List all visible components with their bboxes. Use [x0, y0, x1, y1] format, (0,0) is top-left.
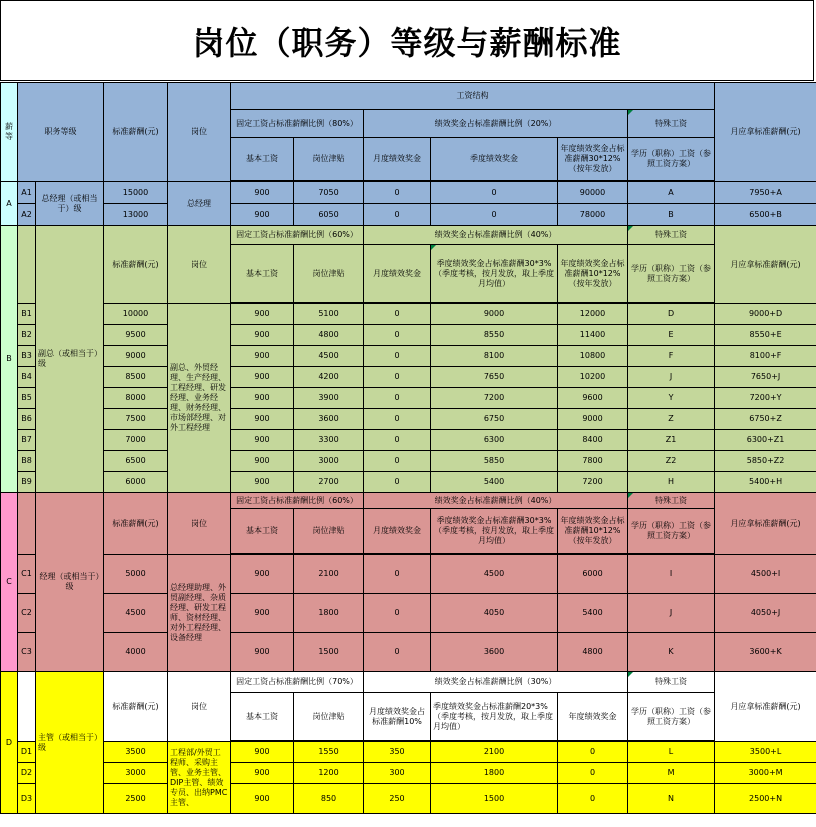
cell-allowance: 4200	[294, 367, 364, 388]
cell-base: 900	[231, 763, 294, 784]
header-seq: 薪等	[1, 83, 18, 182]
row-code: B2	[18, 325, 36, 346]
cell-allowance: 6050	[294, 204, 364, 226]
cell-base: 900	[231, 409, 294, 430]
cell-base: 900	[231, 633, 294, 672]
cell-total: 7950+A	[715, 182, 816, 204]
cell-month-bonus: 0	[364, 346, 431, 367]
header-base: 基本工资	[231, 138, 294, 181]
section-d-h-month: 月度绩效奖金占标准薪酬10%	[364, 693, 431, 741]
cell-quarter-bonus: 0	[431, 204, 558, 226]
row-code: C3	[18, 633, 36, 672]
cell-special: D	[628, 304, 715, 325]
row-code: A2	[18, 204, 36, 226]
header-allowance: 岗位津贴	[294, 138, 364, 181]
cell-total: 6750+Z	[715, 409, 816, 430]
cell-base: 900	[231, 346, 294, 367]
cell-year-bonus: 11400	[558, 325, 628, 346]
cell-base: 900	[231, 388, 294, 409]
cell-special: J	[628, 367, 715, 388]
row-code: D2	[18, 763, 36, 784]
row-code: C1	[18, 555, 36, 594]
cell-total: 6300+Z1	[715, 430, 816, 451]
row-code: B9	[18, 472, 36, 493]
cell-base: 900	[231, 594, 294, 633]
cell-allowance: 1800	[294, 594, 364, 633]
cell-base: 900	[231, 555, 294, 594]
cell-total: 4050+J	[715, 594, 816, 633]
cell-year-bonus: 9000	[558, 409, 628, 430]
cell-special: M	[628, 763, 715, 784]
cell-allowance: 3600	[294, 409, 364, 430]
section-a-label: A	[1, 182, 18, 226]
title-box	[0, 0, 814, 81]
cell-total: 2500+N	[715, 784, 816, 814]
cell-special: N	[628, 784, 715, 814]
cell-quarter-bonus: 4500	[431, 555, 558, 594]
section-d-grade: 主管（或相当于）级	[36, 672, 104, 814]
cell-quarter-bonus: 9000	[431, 304, 558, 325]
cell-base: 900	[231, 430, 294, 451]
section-c-h-month: 月度绩效奖金	[364, 509, 431, 554]
cell-std: 8500	[104, 367, 168, 388]
cell-month-bonus: 300	[364, 763, 431, 784]
section-d-h-special: 特殊工资	[628, 672, 715, 693]
section-c-h-post: 岗位	[168, 493, 231, 555]
section-b-h-edu: 学历（职称）工资（参照工资方案）	[628, 245, 715, 303]
cell-allowance: 1200	[294, 763, 364, 784]
cell-allowance: 3300	[294, 430, 364, 451]
page-title: 岗位（职务）等级与薪酬标准	[192, 23, 622, 62]
cell-special: I	[628, 555, 715, 594]
cell-special: L	[628, 742, 715, 763]
cell-special: H	[628, 472, 715, 493]
cell-special: B	[628, 204, 715, 226]
section-d-h-edu: 学历（职称）工资（参照工资方案）	[628, 693, 715, 741]
cell-month-bonus: 0	[364, 451, 431, 472]
cell-quarter-bonus: 6300	[431, 430, 558, 451]
section-d-h-perf: 绩效奖金占标准薪酬比例（30%）	[364, 672, 628, 693]
cell-month-bonus: 250	[364, 784, 431, 814]
cell-special: F	[628, 346, 715, 367]
header-edu: 学历（职称）工资（参照工资方案）	[628, 138, 715, 181]
cell-total: 6500+B	[715, 204, 816, 226]
cell-total: 3500+L	[715, 742, 816, 763]
cell-quarter-bonus: 7200	[431, 388, 558, 409]
row-code: B4	[18, 367, 36, 388]
header-fixed: 固定工资占标准薪酬比例（80%）	[231, 110, 364, 138]
cell-allowance: 850	[294, 784, 364, 814]
cell-month-bonus: 0	[364, 555, 431, 594]
row-code: B3	[18, 346, 36, 367]
cell-std: 5000	[104, 555, 168, 594]
cell-std: 9000	[104, 346, 168, 367]
section-c-post: 总经理助理、外贸副经理、杂质经理、研发工程师、资材经理、对外工程经理、设备经理	[168, 555, 231, 672]
cell-quarter-bonus: 5400	[431, 472, 558, 493]
cell-total: 3600+K	[715, 633, 816, 672]
row-code: B7	[18, 430, 36, 451]
cell-year-bonus: 6000	[558, 555, 628, 594]
section-a-grade: 总经理（或相当于）级	[36, 182, 104, 226]
cell-quarter-bonus: 7650	[431, 367, 558, 388]
cell-year-bonus: 8400	[558, 430, 628, 451]
section-c-h-perf: 绩效奖金占标准薪酬比例（40%）	[364, 493, 628, 509]
salary-table	[0, 82, 816, 814]
section-b-h-total: 月应拿标准薪酬(元)	[715, 226, 816, 304]
cell-quarter-bonus: 8550	[431, 325, 558, 346]
cell-month-bonus: 0	[364, 594, 431, 633]
cell-quarter-bonus: 0	[431, 182, 558, 204]
cell-base: 900	[231, 304, 294, 325]
cell-month-bonus: 0	[364, 325, 431, 346]
cell-year-bonus: 10200	[558, 367, 628, 388]
cell-std: 4500	[104, 594, 168, 633]
cell-quarter-bonus: 1500	[431, 784, 558, 814]
cell-quarter-bonus: 5850	[431, 451, 558, 472]
cell-quarter-bonus: 2100	[431, 742, 558, 763]
cell-special: K	[628, 633, 715, 672]
section-d-h-year: 年度绩效奖金	[558, 693, 628, 741]
section-b-h-special: 特殊工资	[628, 226, 715, 245]
cell-year-bonus: 9600	[558, 388, 628, 409]
section-d-h-post: 岗位	[168, 672, 231, 742]
cell-total: 8550+E	[715, 325, 816, 346]
cell-month-bonus: 0	[364, 472, 431, 493]
header-post: 岗位	[168, 83, 231, 182]
section-c-h-total: 月应拿标准薪酬(元)	[715, 493, 816, 555]
section-c-grade: 经理（或相当于）级	[36, 493, 104, 672]
header-perf: 绩效奖金占标准薪酬比例（20%）	[364, 110, 628, 138]
cell-base: 900	[231, 742, 294, 763]
row-code: A1	[18, 182, 36, 204]
cell-special: E	[628, 325, 715, 346]
header-structure: 工资结构	[231, 83, 715, 110]
section-c-h-special: 特殊工资	[628, 493, 715, 509]
cell-total: 3000+M	[715, 763, 816, 784]
row-code: D3	[18, 784, 36, 814]
section-b-h-fixed: 固定工资占标准薪酬比例（60%）	[231, 226, 364, 245]
section-b-post: 副总、外贸经理、生产经理、工程经理、研发经理、业务经理、财务经理、市场部经理、对外工程经理	[168, 304, 231, 493]
cell-quarter-bonus: 4050	[431, 594, 558, 633]
cell-month-bonus: 0	[364, 304, 431, 325]
cell-allowance: 3900	[294, 388, 364, 409]
cell-total: 4500+I	[715, 555, 816, 594]
cell-special: Z	[628, 409, 715, 430]
section-b-h-quarter: 季度绩效奖金占标准薪酬30*3%（季度考核，按月发放，取上季度月均值）	[431, 245, 558, 303]
section-b-label: B	[1, 226, 18, 493]
cell-quarter-bonus: 3600	[431, 633, 558, 672]
cell-year-bonus: 7800	[558, 451, 628, 472]
section-c-h-base: 基本工资	[231, 509, 294, 554]
cell-base: 900	[231, 182, 294, 204]
cell-year-bonus: 10800	[558, 346, 628, 367]
cell-allowance: 2100	[294, 555, 364, 594]
cell-quarter-bonus: 8100	[431, 346, 558, 367]
header-quarter-bonus: 季度绩效奖金	[431, 138, 558, 181]
cell-year-bonus: 0	[558, 763, 628, 784]
row-code: B1	[18, 304, 36, 325]
cell-std: 4000	[104, 633, 168, 672]
header-monthly-total: 月应拿标准薪酬(元)	[715, 83, 816, 182]
row-code: B8	[18, 451, 36, 472]
cell-month-bonus: 0	[364, 633, 431, 672]
cell-year-bonus: 78000	[558, 204, 628, 226]
section-d-post: 工程部/外贸工程师、采购主管、业务主管、DIP主管、绩效专员、出纳PMC主管、	[168, 742, 231, 814]
cell-year-bonus: 90000	[558, 182, 628, 204]
cell-year-bonus: 0	[558, 742, 628, 763]
cell-month-bonus: 0	[364, 204, 431, 226]
cell-std: 8000	[104, 388, 168, 409]
cell-total: 9000+D	[715, 304, 816, 325]
cell-total: 8100+F	[715, 346, 816, 367]
cell-std: 9500	[104, 325, 168, 346]
section-c-h-quarter: 季度绩效奖金占标准薪酬30*3%（季度考核，按月发放，取上季度月均值）	[431, 509, 558, 554]
cell-quarter-bonus: 6750	[431, 409, 558, 430]
cell-year-bonus: 0	[558, 784, 628, 814]
section-d-h-std: 标准薪酬(元)	[104, 672, 168, 742]
cell-total: 5400+H	[715, 472, 816, 493]
section-b-grade: 副总（或相当于）级	[36, 226, 104, 493]
section-b-h-month: 月度绩效奖金	[364, 245, 431, 303]
cell-base: 900	[231, 325, 294, 346]
cell-month-bonus: 350	[364, 742, 431, 763]
header-month-bonus: 月度绩效奖金	[364, 138, 431, 181]
header-grade: 职务等级	[18, 83, 104, 182]
cell-quarter-bonus: 1800	[431, 763, 558, 784]
cell-allowance: 3000	[294, 451, 364, 472]
row-code: B5	[18, 388, 36, 409]
cell-total: 7650+J	[715, 367, 816, 388]
cell-std: 7500	[104, 409, 168, 430]
cell-base: 900	[231, 472, 294, 493]
cell-std: 3000	[104, 763, 168, 784]
section-b-h-year: 年度绩效奖金占标准薪酬10*12%（按年发放）	[558, 245, 628, 303]
section-d-label: D	[1, 672, 18, 814]
cell-special: Z2	[628, 451, 715, 472]
cell-allowance: 1500	[294, 633, 364, 672]
cell-month-bonus: 0	[364, 430, 431, 451]
section-d-h-fixed: 固定工资占标准薪酬比例（70%）	[231, 672, 364, 693]
cell-allowance: 4800	[294, 325, 364, 346]
cell-base: 900	[231, 784, 294, 814]
section-d-h-total: 月应拿标准薪酬(元)	[715, 672, 816, 742]
cell-std: 2500	[104, 784, 168, 814]
cell-base: 900	[231, 204, 294, 226]
cell-allowance: 1550	[294, 742, 364, 763]
section-b-h-base: 基本工资	[231, 245, 294, 303]
cell-std: 6500	[104, 451, 168, 472]
section-b-h-allow: 岗位津贴	[294, 245, 364, 303]
cell-base: 900	[231, 451, 294, 472]
cell-std: 15000	[104, 182, 168, 204]
section-b-h-perf: 绩效奖金占标准薪酬比例（40%）	[364, 226, 628, 245]
cell-special: Z1	[628, 430, 715, 451]
cell-year-bonus: 4800	[558, 633, 628, 672]
cell-total: 7200+Y	[715, 388, 816, 409]
cell-month-bonus: 0	[364, 367, 431, 388]
section-c-h-allow: 岗位津贴	[294, 509, 364, 554]
cell-std: 13000	[104, 204, 168, 226]
cell-month-bonus: 0	[364, 409, 431, 430]
cell-base: 900	[231, 367, 294, 388]
section-d-h-base: 基本工资	[231, 693, 294, 741]
cell-allowance: 7050	[294, 182, 364, 204]
cell-year-bonus: 7200	[558, 472, 628, 493]
section-b-h-std: 标准薪酬(元)	[104, 226, 168, 304]
cell-std: 6000	[104, 472, 168, 493]
section-c-h-edu: 学历（职称）工资（参照工资方案）	[628, 509, 715, 554]
section-c-h-fixed: 固定工资占标准薪酬比例（60%）	[231, 493, 364, 509]
header-year-bonus: 年度绩效奖金占标准薪酬30*12%（按年发放）	[558, 138, 628, 181]
row-code: D1	[18, 742, 36, 763]
cell-total: 5850+Z2	[715, 451, 816, 472]
cell-special: J	[628, 594, 715, 633]
cell-special: A	[628, 182, 715, 204]
section-c-h-std: 标准薪酬(元)	[104, 493, 168, 555]
cell-std: 10000	[104, 304, 168, 325]
row-code: C2	[18, 594, 36, 633]
header-special: 特殊工资	[628, 110, 715, 138]
cell-month-bonus: 0	[364, 388, 431, 409]
cell-allowance: 2700	[294, 472, 364, 493]
row-code: B6	[18, 409, 36, 430]
section-d-h-allow: 岗位津贴	[294, 693, 364, 741]
header-std: 标准薪酬(元)	[104, 83, 168, 182]
cell-month-bonus: 0	[364, 182, 431, 204]
section-c-h-year: 年度绩效奖金占标准薪酬10*12%（按年发放）	[558, 509, 628, 554]
cell-std: 7000	[104, 430, 168, 451]
cell-year-bonus: 12000	[558, 304, 628, 325]
cell-allowance: 4500	[294, 346, 364, 367]
cell-allowance: 5100	[294, 304, 364, 325]
section-d-h-quarter: 季度绩效奖金占标准薪酬20*3%（季度考核，按月发放，取上季度月均值）	[431, 693, 558, 741]
section-b-h-post: 岗位	[168, 226, 231, 304]
cell-year-bonus: 5400	[558, 594, 628, 633]
section-a-post: 总经理	[168, 182, 231, 226]
cell-std: 3500	[104, 742, 168, 763]
cell-special: Y	[628, 388, 715, 409]
section-c-label: C	[1, 493, 18, 672]
